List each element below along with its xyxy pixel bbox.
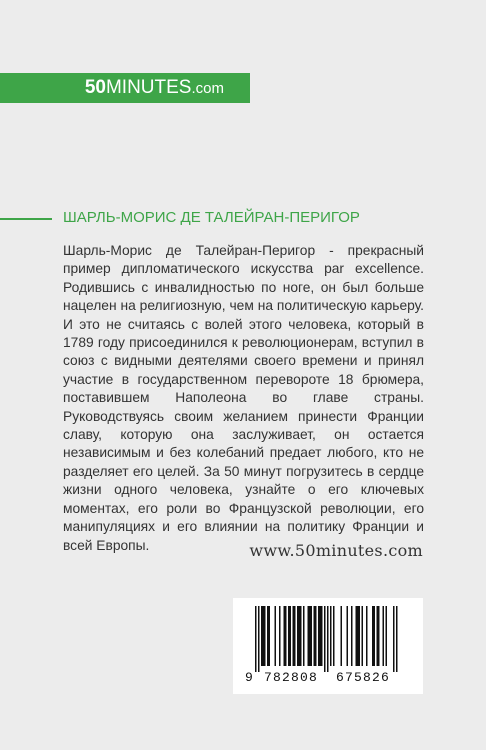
barcode-bar (264, 606, 266, 666)
barcode-bar (372, 606, 374, 666)
barcode-bar (297, 606, 299, 666)
barcode-bar (279, 606, 281, 666)
barcode-bar (321, 606, 323, 666)
logo-name: MINUTES (105, 77, 192, 98)
barcode-bar (311, 606, 313, 666)
barcode-bar (351, 606, 353, 666)
barcode-bar (386, 606, 388, 666)
barcode-bar (378, 606, 380, 666)
logo-prefix: 50 (84, 77, 106, 98)
barcode-bar (290, 606, 292, 666)
barcode-bar (263, 606, 265, 666)
barcode-bar (315, 606, 317, 666)
barcode-bar (267, 606, 269, 666)
barcode-bar (347, 606, 349, 666)
barcode-bar (299, 606, 301, 666)
barcode-bar (258, 606, 260, 672)
barcode-bar (309, 606, 311, 666)
barcode-bars (255, 606, 398, 672)
logo-50minutes (85, 77, 224, 100)
barcode-bar (318, 606, 320, 666)
barcode-bar (288, 606, 290, 666)
barcode-graphic (233, 598, 423, 694)
barcode-bar (294, 606, 296, 666)
barcode-bar (284, 606, 286, 666)
barcode-digits-left: 782808 (263, 670, 319, 685)
barcode-bar (341, 606, 343, 666)
barcode-bar (383, 606, 385, 666)
book-description: Шарль-Морис де Талейран-Перигор - прекрасный пример дипломатического искусства par excellence. Родившись с инвалидностью по ноге, он был больше нацелен на религиозную, чем на политическую карьеру. И это не считаясь с волей этого человека, который в 1789 году присоединился к революционерам, вступил в союз с видными деятелями своего времени и принял участие в государственном перевороте 18 брюмера, поставившем Наполеона во главе страны. Руководствуясь своим желанием принести Франции славу, которую она заслуживает, он остается независимым и без колебаний предает любого, кто не разделяет его целей. За 50 минут погрузитесь в сердце жизни одного человека, узнайте о его ключевых моментах, его роли во Французской революции, его манипуляциях и его влиянии на политику Франции и всей Европы. (63, 243, 424, 553)
barcode-bar (362, 606, 364, 666)
logo-suffix: .com (191, 80, 224, 97)
barcode-bar (324, 606, 326, 672)
barcode-bar (314, 606, 316, 666)
barcode-bar (366, 606, 368, 666)
logo-banner (0, 73, 250, 103)
barcode-bar (393, 606, 395, 672)
barcode-bar (359, 606, 361, 666)
barcode-bar (269, 606, 271, 666)
barcode-bar (377, 606, 379, 666)
barcode-bar (330, 606, 332, 666)
barcode-bar (333, 606, 335, 666)
barcode-bar (293, 606, 295, 666)
barcode-bar (320, 606, 322, 666)
barcode-bar (327, 606, 329, 672)
barcode-digit-first: 9 (245, 670, 253, 685)
heading-accent-rule (0, 218, 52, 220)
website-url: www.50minutes.com (249, 541, 423, 560)
barcode-digits-right: 675826 (335, 670, 391, 685)
barcode-bar (374, 606, 376, 666)
barcode-bar (300, 606, 302, 666)
barcode-bar (396, 606, 398, 672)
isbn-barcode (233, 598, 423, 694)
barcode-bar (275, 606, 277, 666)
barcode-bar (303, 606, 305, 666)
barcode-bar (356, 606, 358, 666)
barcode-bar (308, 606, 310, 666)
barcode-bar (357, 606, 359, 666)
barcode-bar (261, 606, 263, 666)
barcode-bar (285, 606, 287, 666)
book-title-heading: ШАРЛЬ-МОРИС ДЕ ТАЛЕЙРАН-ПЕРИГОР (63, 209, 360, 226)
barcode-bar (255, 606, 257, 672)
